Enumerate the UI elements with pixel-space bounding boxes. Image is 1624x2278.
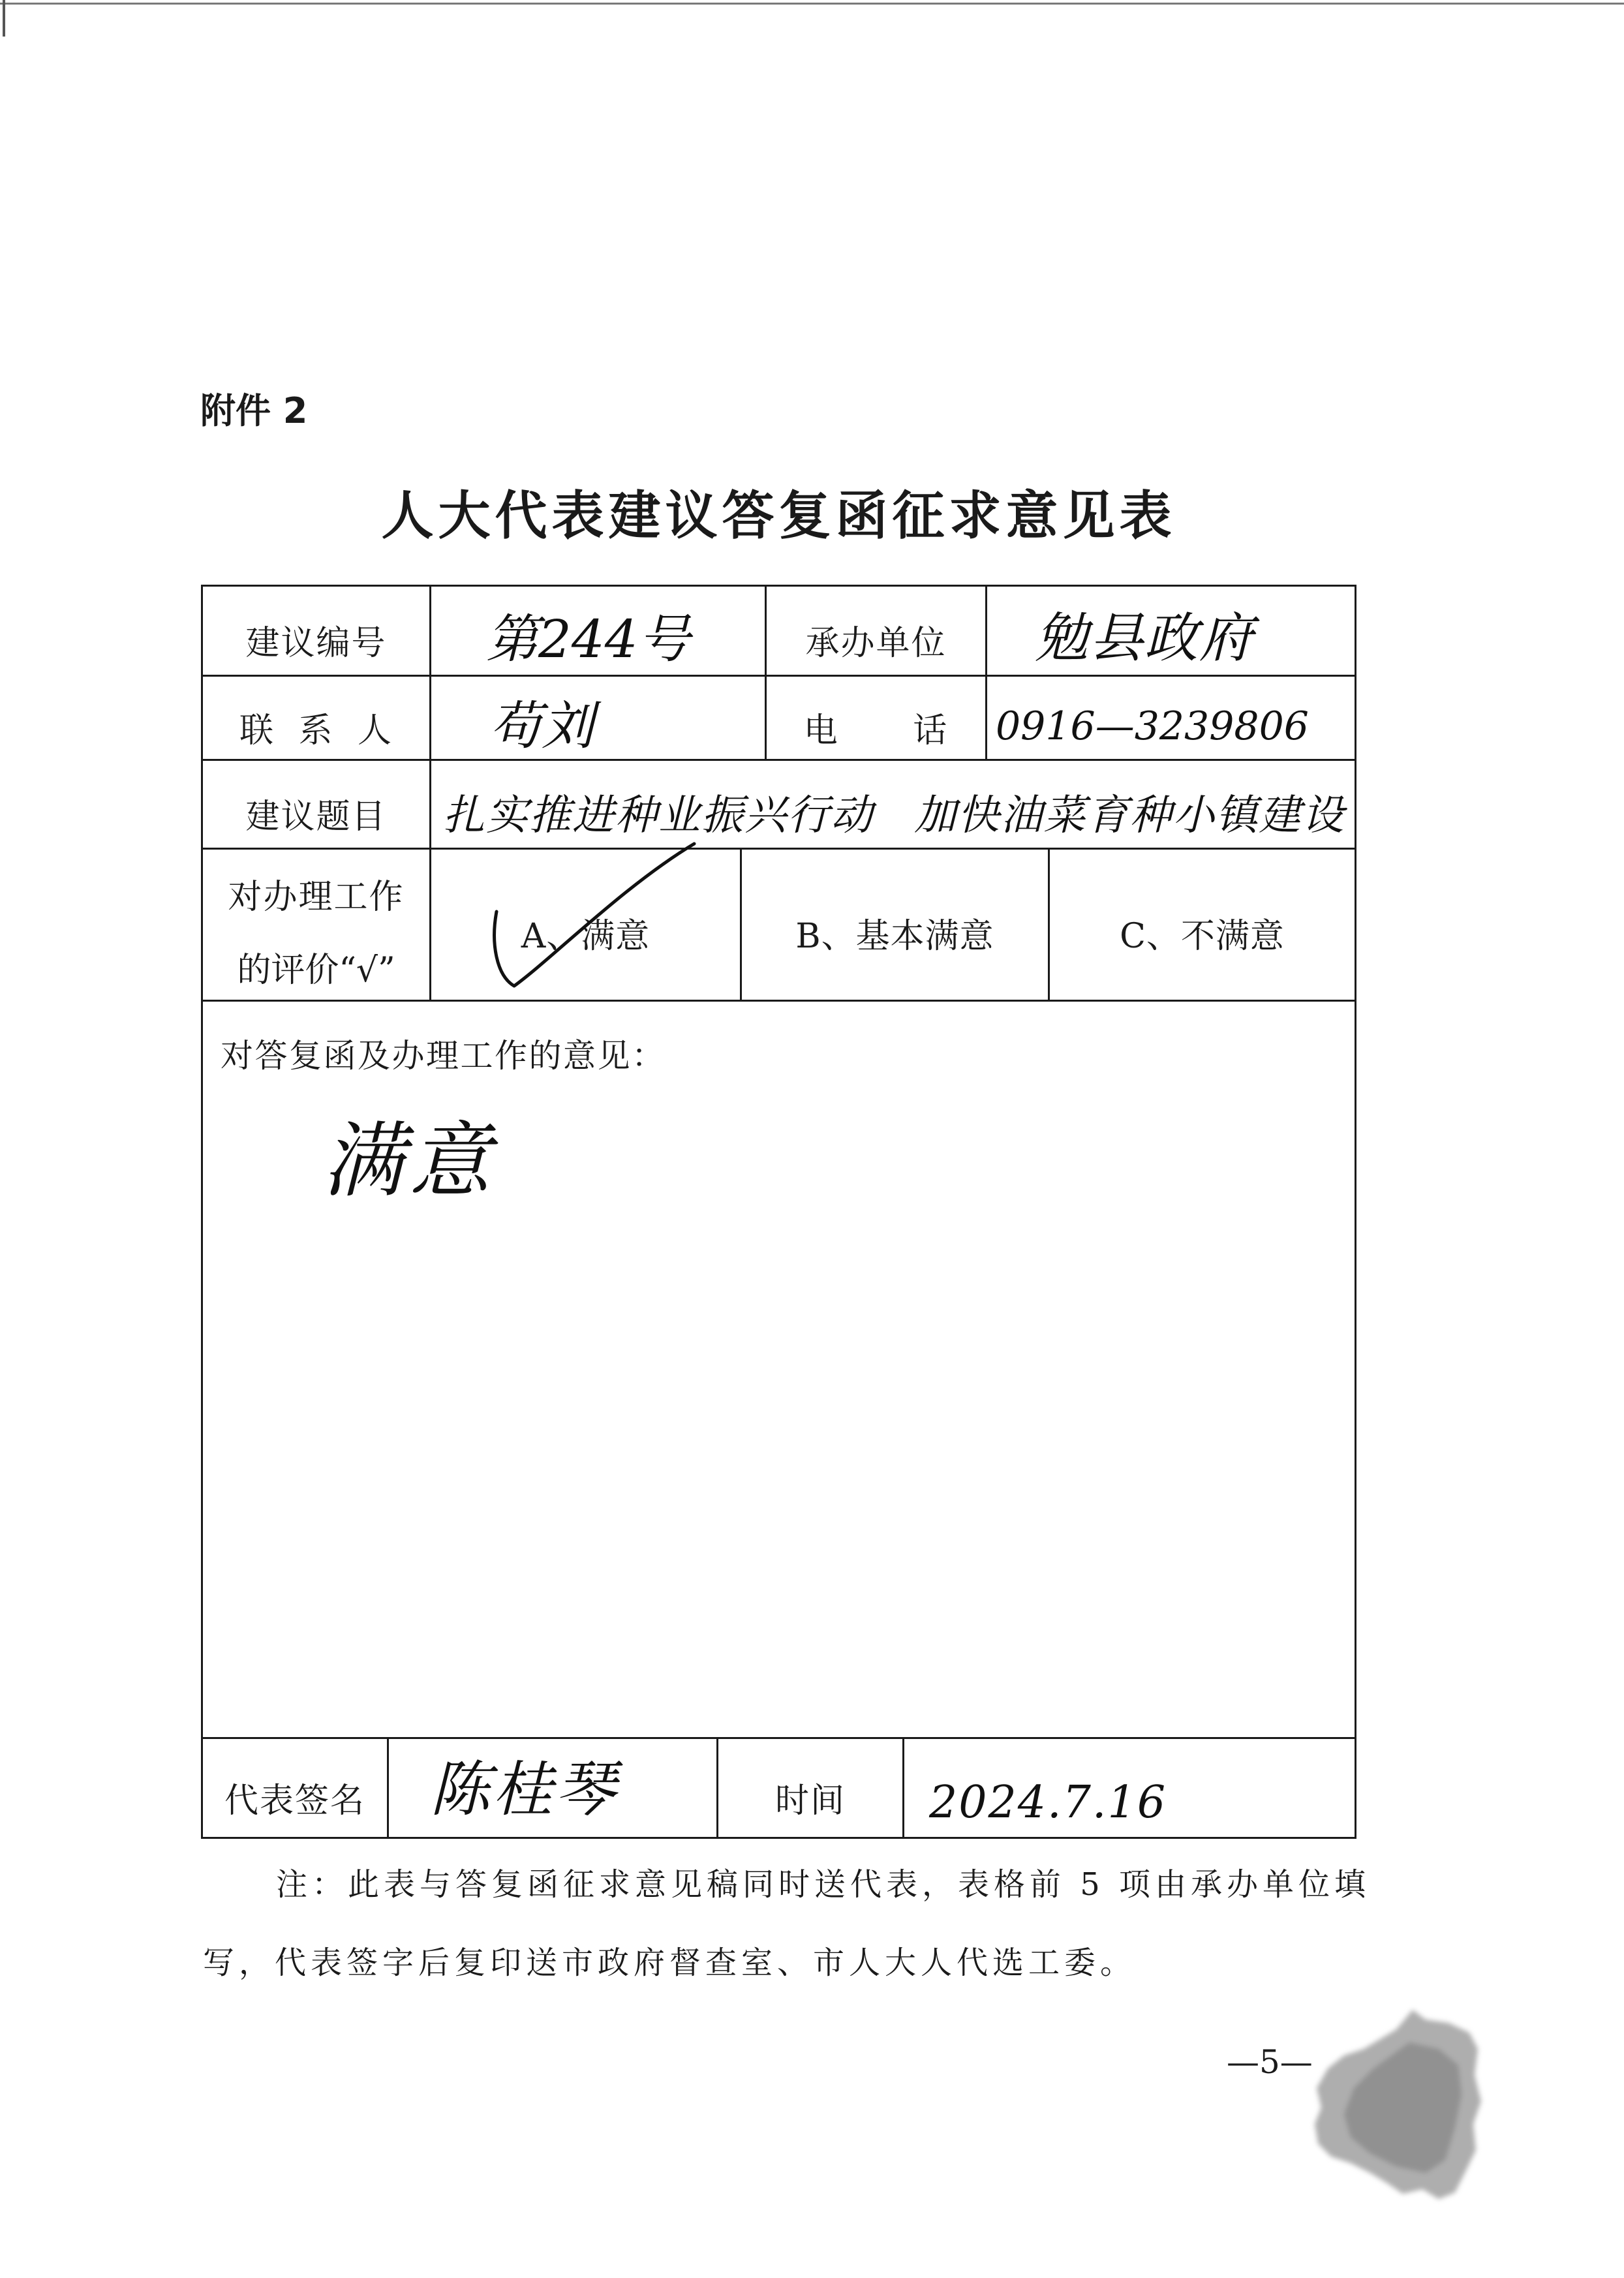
label-opinion: 对答复函及办理工作的意见：: [221, 1037, 666, 1075]
note-line-1: 注：此表与答复函征求意见稿同时送代表，表格前 5 项由承办单位填: [276, 1866, 1371, 1903]
value-phone-cell: [987, 677, 1355, 759]
evaluation-option-a-label: A、满意: [521, 916, 651, 956]
form-title: 人大代表建议答复函征求意见表: [381, 485, 1176, 546]
evaluation-option-b: [742, 850, 1050, 1000]
value-proposal-subject: 扎实推进种业振兴行动 加快油菜育种小镇建设: [443, 792, 1345, 840]
value-proposal-subject-cell: [431, 761, 1355, 848]
evaluation-option-a: [431, 850, 742, 1000]
evaluation-option-b-label: B、基本满意: [795, 916, 994, 956]
label-handling-unit: 承办单位: [767, 587, 987, 675]
value-signature-cell: [389, 1739, 718, 1837]
value-proposal-number-cell: [431, 587, 767, 675]
value-opinion: 满意: [322, 1114, 496, 1208]
label-proposal-subject: 建议题目: [203, 761, 431, 848]
label-contact-person: 联 系 人: [203, 677, 431, 759]
scan-edge-top: [0, 3, 1624, 5]
page-number: —5—: [1227, 2043, 1313, 2081]
opinion-cell: [203, 1002, 1355, 1737]
label-date: 时间: [718, 1739, 904, 1837]
note-line-2: 写，代表签字后复印送市政府督查室、市人大人代选工委。: [203, 1945, 1137, 1981]
label-phone: 电 话: [767, 677, 987, 759]
value-handling-unit-cell: [987, 587, 1355, 675]
row-proposal-subject: [203, 761, 1355, 850]
value-contact-person-cell: [431, 677, 767, 759]
value-date: 2024.7.16: [929, 1776, 1167, 1828]
row-signature: [203, 1739, 1355, 1837]
value-handling-unit: 勉县政府: [1035, 608, 1254, 670]
row-evaluation: [203, 850, 1355, 1002]
label-evaluation-line-2: 的评价“√”: [237, 951, 395, 990]
value-contact-person: 苟刘: [489, 696, 594, 756]
row-proposal-number: [203, 587, 1355, 677]
label-proposal-number: 建议编号: [203, 587, 431, 675]
label-evaluation: [203, 850, 431, 1000]
evaluation-option-c-label: C、不满意: [1120, 916, 1285, 956]
value-date-cell: [904, 1739, 1355, 1837]
value-phone: 0916—3239806: [996, 703, 1309, 749]
scan-edge-left: [3, 0, 5, 37]
row-opinion: [203, 1002, 1355, 1739]
value-proposal-number: 第244号: [486, 608, 690, 670]
representative-signature: 陈桂琴: [430, 1755, 619, 1825]
scan-smudge: [1298, 2003, 1494, 2212]
label-signature: 代表签名: [203, 1739, 389, 1837]
label-evaluation-line-1: 对办理工作: [228, 878, 405, 917]
attachment-label: 附件 2: [200, 390, 308, 431]
row-contact: [203, 677, 1355, 761]
evaluation-option-c: [1050, 850, 1355, 1000]
form-table: [201, 585, 1356, 1839]
